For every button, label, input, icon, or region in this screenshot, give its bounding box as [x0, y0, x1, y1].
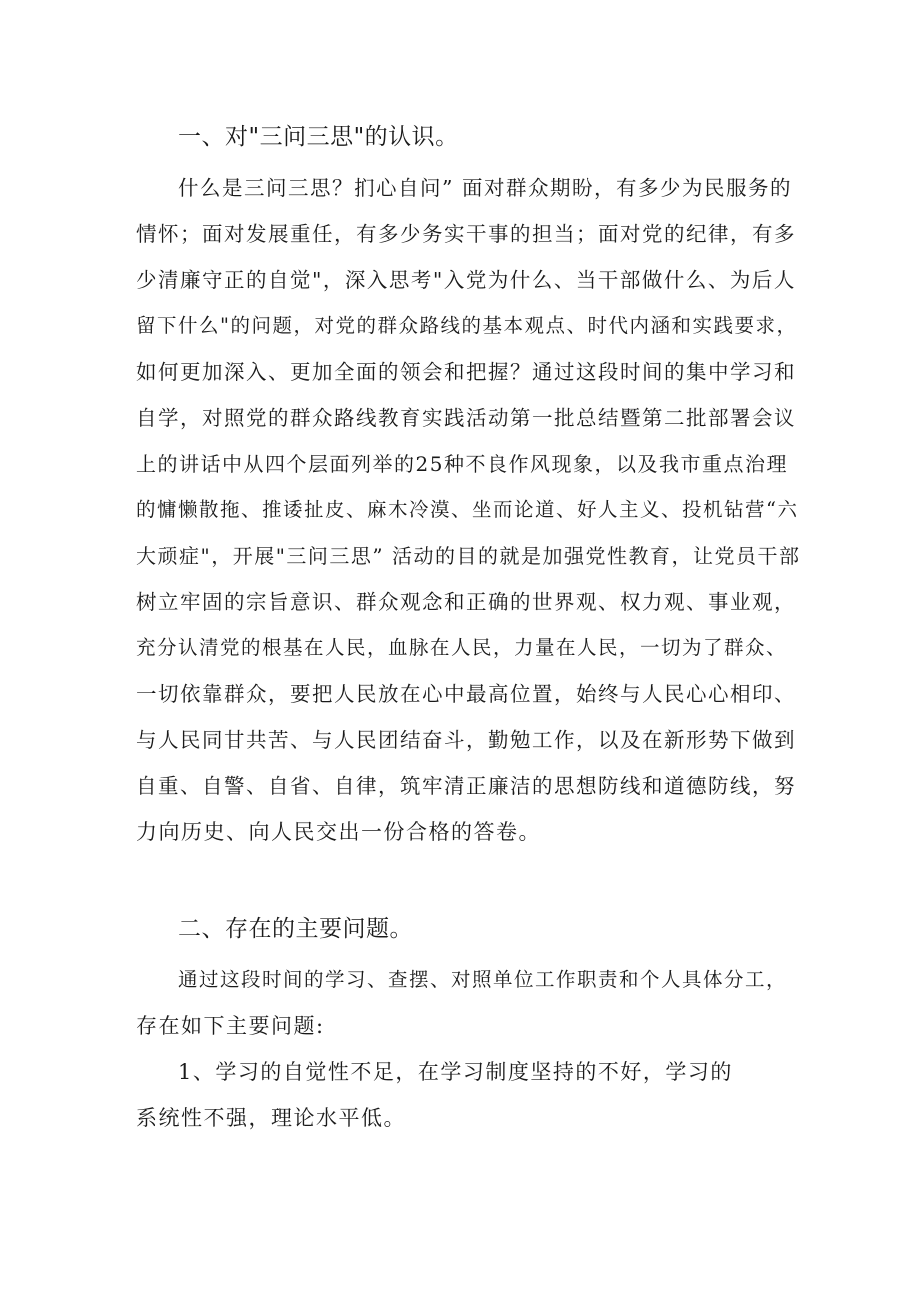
- section-1-heading: 一、对"三问三思"的认识。: [178, 124, 459, 150]
- section-1-line: 自学，对照党的群众路线教育实践活动第一批总结暨第二批部署会议: [136, 406, 796, 430]
- section-1-line: 少清廉守正的自觉"，深入思考"入党为什么、当干部做什么、为后人: [136, 268, 796, 292]
- section-1-line: 如何更加深入、更加全面的领会和把握？通过这段时间的集中学习和: [136, 360, 796, 384]
- section-1-line: 树立牢固的宗旨意识、群众观念和正确的世界观、权力观、事业观，: [136, 590, 796, 614]
- section-1-line: 的慵懒散拖、推诿扯皮、麻木冷漠、坐而论道、好人主义、投机钻营“六: [136, 498, 799, 521]
- section-1-line: 一切依靠群众，要把人民放在心中最高位置，始终与人民心心相印、: [136, 682, 796, 706]
- section-2-line: 1、学习的自觉性不足，在学习制度坚持的不好，学习的: [178, 1060, 733, 1084]
- section-2-line: 存在如下主要问题:: [136, 1014, 325, 1038]
- section-1-line: 上的讲话中从四个层面列举的25种不良作风现象，以及我市重点治理: [136, 452, 788, 476]
- section-1-line: 充分认清党的根基在人民，血脉在人民，力量在人民，一切为了群众、: [136, 636, 788, 659]
- section-2-line: 通过这段时间的学习、查摆、对照单位工作职责和个人具体分工，: [178, 968, 788, 991]
- section-1-line: 与人民同甘共苦、与人民团结奋斗，勤勉工作，以及在新形势下做到: [136, 728, 796, 752]
- section-1-line: 自重、自警、自省、自律，筑牢清正廉洁的思想防线和道德防线，努: [136, 774, 796, 798]
- section-1-line: 力向历史、向人民交出一份合格的答卷。: [136, 820, 541, 844]
- section-2-heading: 二、存在的主要问题。: [178, 916, 413, 942]
- section-1-line: 情怀；面对发展重任，有多少务实干事的担当；面对党的纪律，有多: [136, 222, 796, 246]
- section-2-line: 系统性不强，理论水平低。: [136, 1106, 406, 1130]
- section-1-line: 大顽症"，开展"三问三思” 活动的目的就是加强党性教育，让党员干部: [136, 544, 801, 568]
- section-1-line: 留下什么"的问题，对党的群众路线的基本观点、时代内涵和实践要求，: [136, 314, 798, 337]
- section-1-line: 什么是三问三思？扪心自问” 面对群众期盼，有多少为民服务的: [178, 176, 792, 200]
